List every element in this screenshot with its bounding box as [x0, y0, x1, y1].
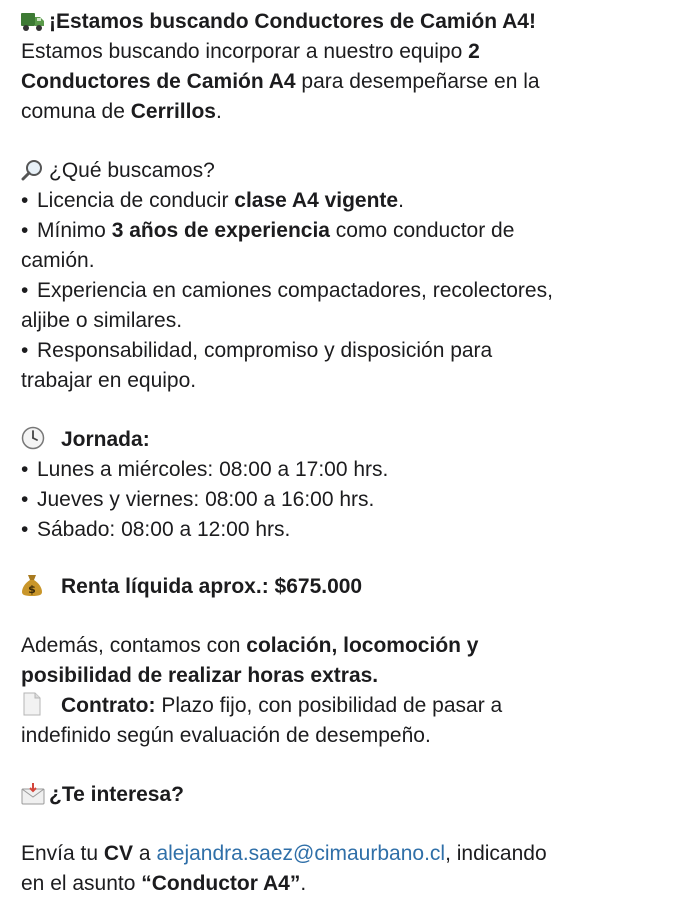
email-link[interactable]: alejandra.saez@cimaurbano.cl [156, 842, 446, 865]
salary-line: $ Renta líquida aprox.: $675.000 [21, 572, 666, 602]
intro-line-3: comuna de Cerrillos. [21, 100, 222, 123]
requirement-item-cont: camión. [21, 249, 95, 272]
requirement-item: • Mínimo 3 años de experiencia como conductor de [21, 219, 515, 242]
intro-line-2: Conductores de Camión A4 para desempeñarse en la [21, 70, 540, 93]
incoming-envelope-icon [21, 783, 43, 805]
truck-icon [21, 10, 43, 32]
requirement-item-cont: trabajar en equipo. [21, 369, 197, 392]
requirement-item: • Responsabilidad, compromiso y disposición para [21, 339, 493, 362]
post-title: ¡Estamos buscando Conductores de Camión A4! [21, 7, 666, 37]
intro-line-1: Estamos buscando incorporar a nuestro equipo 2 [21, 40, 480, 63]
clock-icon [21, 426, 43, 448]
cta-heading: ¿Te interesa? [21, 780, 666, 810]
requirement-item-cont: aljibe o similares. [21, 309, 183, 332]
cta-line-1: Envía tu CV a alejandra.saez@cimaurbano.cl, indicando [21, 842, 547, 865]
cta-line-2: en el asunto “Conductor A4”. [21, 872, 307, 895]
schedule-item: • Lunes a miércoles: 08:00 a 17:00 hrs. [21, 458, 389, 481]
benefits-line-1: Además, contamos con colación, locomoción y [21, 634, 479, 657]
contract-line-2: indefinido según evaluación de desempeño. [21, 724, 431, 747]
requirement-item: • Experiencia en camiones compactadores, recolectores, [21, 279, 553, 302]
schedule-heading: Jornada: [21, 425, 666, 455]
requirement-item: • Licencia de conducir clase A4 vigente. [21, 189, 404, 212]
money-bag-icon [21, 573, 43, 595]
magnifying-glass-icon [21, 159, 43, 181]
benefits-line-2: posibilidad de realizar horas extras. [21, 664, 379, 687]
svg-text:$: $ [28, 583, 36, 596]
requirements-heading: ¿Qué buscamos? [21, 156, 666, 186]
schedule-item: • Jueves y viernes: 08:00 a 16:00 hrs. [21, 488, 375, 511]
schedule-item: • Sábado: 08:00 a 12:00 hrs. [21, 518, 291, 541]
contract-line-1: Contrato: Plazo fijo, con posibilidad de pasar a [21, 691, 666, 721]
page-icon [21, 692, 43, 714]
